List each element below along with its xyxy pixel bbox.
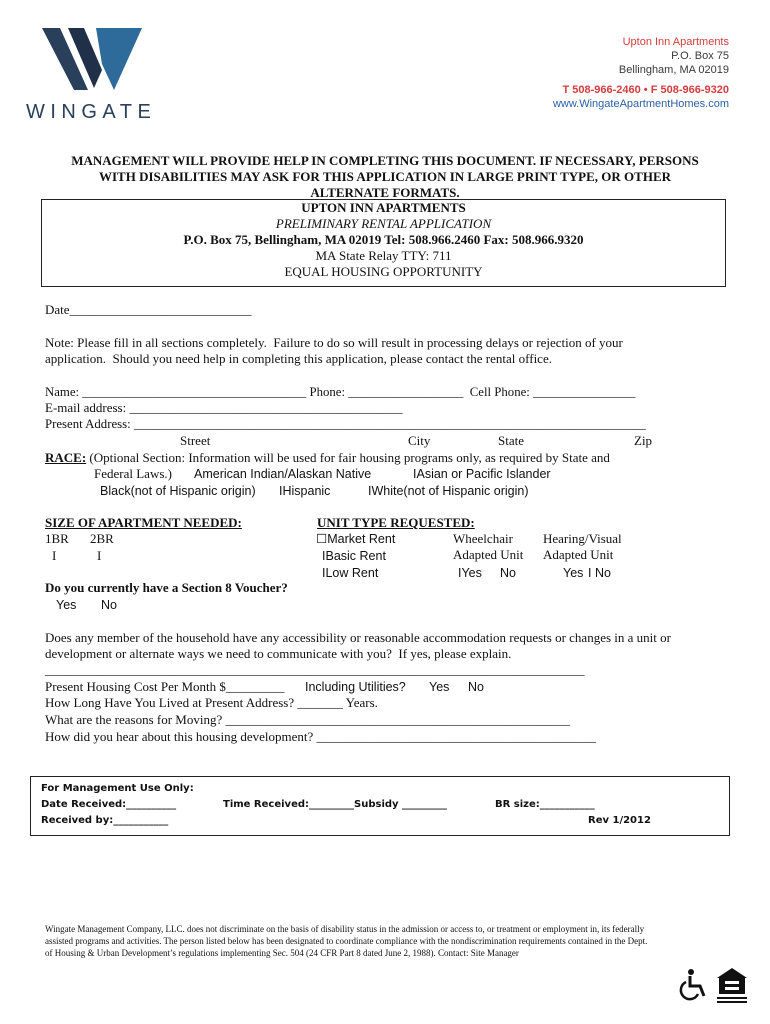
wheelchair-label: Wheelchair <box>453 531 513 546</box>
website-link[interactable]: www.WingateApartmentHomes.com <box>552 98 729 110</box>
accessibility-answer-field[interactable]: ___________________________________________________________________________________ <box>45 662 585 677</box>
section8-question: Do you currently have a Section 8 Voucher? <box>45 580 288 595</box>
race-label: RACE: <box>45 450 87 465</box>
notice-line: WITH DISABILITIES MAY ASK FOR THIS APPLICATION IN LARGE PRINT TYPE, OR OTHER <box>98 169 671 184</box>
checkbox-mark: I <box>368 484 372 498</box>
management-title: For Management Use Only: <box>41 783 194 794</box>
footer-line: assisted programs and activities. The person listed below has been designated to coordinate compliance with the nondiscrimination requirements contained in the Dept. <box>45 936 648 946</box>
checkbox-mark: I <box>322 549 326 563</box>
unit-market-rent[interactable] <box>316 531 395 547</box>
wheelchair-yes[interactable] <box>458 565 482 581</box>
header-address <box>553 35 729 111</box>
revision-label: Rev 1/2012 <box>588 815 651 826</box>
checkbox-1br[interactable]: I <box>52 548 57 563</box>
note-line: Note: Please fill in all sections completely. Failure to do so will result in processing delays or rejection of your <box>45 335 623 350</box>
application-title: PRELIMINARY RENTAL APPLICATION <box>275 216 492 231</box>
date-field[interactable]: Date____________________________ <box>45 302 252 317</box>
yes-label: Yes <box>461 566 482 580</box>
race-option-label: White(not of Hispanic origin) <box>371 484 529 498</box>
equal-housing-icon <box>715 966 749 1004</box>
size-2br[interactable]: 2BR <box>90 531 114 546</box>
phone-fax: T 508-966-2460 • F 508-966-9320 <box>562 84 729 96</box>
equal-housing-line: EQUAL HOUSING OPPORTUNITY <box>284 264 483 279</box>
section8-yes[interactable]: Yes <box>56 598 77 612</box>
checkbox-mark: I <box>413 467 417 481</box>
time-subsidy-field[interactable]: Time Received:_________Subsidy _________ <box>223 799 448 810</box>
no-label: No <box>594 566 611 580</box>
state-label: State <box>498 433 524 448</box>
time-at-address-field[interactable]: How Long Have You Lived at Present Address? _______ Years. <box>45 695 378 710</box>
race-section <box>45 450 610 466</box>
size-1br[interactable]: 1BR <box>45 531 69 546</box>
utilities-no[interactable]: No <box>468 680 484 694</box>
hearing-no[interactable] <box>588 565 611 581</box>
nondiscrimination-footer <box>45 923 735 959</box>
utilities-yes[interactable]: Yes <box>429 680 450 694</box>
office-address: P.O. Box 75, Bellingham, MA 02019 Tel: 508.966.2460 Fax: 508.966.9320 <box>183 232 584 247</box>
size-heading: SIZE OF APARTMENT NEEDED: <box>45 515 242 530</box>
unit-type-heading: UNIT TYPE REQUESTED: <box>317 515 475 530</box>
unit-option-label: Basic Rent <box>325 549 386 563</box>
race-option-white[interactable] <box>368 483 529 499</box>
race-description: (Optional Section: Information will be used for fair housing programs only, as required by State and <box>86 450 610 465</box>
street-label: Street <box>180 433 211 448</box>
accessibility-question-2: development or alternate ways we need to communicate with you? If yes, please explain. <box>45 646 512 661</box>
received-by-field[interactable]: Received by:___________ <box>41 815 169 826</box>
unit-basic-rent[interactable] <box>322 548 386 564</box>
management-use-box <box>30 776 730 836</box>
checkbox-mark: I <box>588 566 595 580</box>
zip-label: Zip <box>634 433 653 448</box>
property-name: Upton Inn Apartments <box>622 36 729 48</box>
title-box <box>41 199 726 287</box>
housing-cost-field[interactable]: Present Housing Cost Per Month $_________ <box>45 679 285 694</box>
checkbox-mark: I <box>322 566 326 580</box>
date-received-field[interactable]: Date Received:__________ <box>41 799 177 810</box>
unit-low-rent[interactable] <box>322 565 378 581</box>
checkbox-mark: I <box>279 484 283 498</box>
unit-option-label: Low Rent <box>325 566 379 580</box>
email-field[interactable]: E-mail address: __________________________________________ <box>45 400 403 415</box>
city-line: Bellingham, MA 02019 <box>618 64 729 76</box>
hearing-yes[interactable]: Yes <box>563 566 584 580</box>
race-option-label: Hispanic <box>282 484 331 498</box>
hearing-label: Hearing/Visual <box>543 531 622 546</box>
referral-source-field[interactable]: How did you hear about this housing development? ___________________________________________ <box>45 729 597 744</box>
present-address-field[interactable]: Present Address: ________________________________________________________________________________ <box>45 417 646 431</box>
hearing-label: Adapted Unit <box>543 547 614 562</box>
wheelchair-icon <box>678 968 708 1002</box>
race-description-2: Federal Laws.) <box>94 466 172 481</box>
utilities-question: Including Utilities? <box>305 680 406 694</box>
notice-line: ALTERNATE FORMATS. <box>310 185 460 200</box>
note-line: application. Should you need help in completing this application, please contact the rental office. <box>45 351 552 366</box>
wheelchair-no[interactable]: No <box>500 566 516 580</box>
race-option-black[interactable]: Black(not of Hispanic origin) <box>100 484 256 498</box>
section8-no[interactable]: No <box>101 598 117 612</box>
br-size-field[interactable]: BR size:___________ <box>495 799 595 810</box>
race-option-hispanic[interactable] <box>279 483 330 499</box>
race-option-asian[interactable] <box>413 466 551 482</box>
race-option-native[interactable]: American Indian/Alaskan Native <box>194 467 372 481</box>
wingate-logo <box>38 26 148 94</box>
city-label: City <box>408 433 431 448</box>
assistance-notice <box>30 153 740 201</box>
wheelchair-label: Adapted Unit <box>453 547 524 562</box>
checkbox-icon: ☐ <box>316 532 328 546</box>
po-box: P.O. Box 75 <box>671 50 729 62</box>
property-title: UPTON INN APARTMENTS <box>301 200 466 215</box>
checkbox-mark: I <box>458 566 462 580</box>
moving-reasons-field[interactable]: What are the reasons for Moving? _____________________________________________________ <box>45 712 570 727</box>
logo-wordmark: WINGATE <box>26 101 157 123</box>
checkbox-2br[interactable]: I <box>97 548 102 563</box>
notice-line: MANAGEMENT WILL PROVIDE HELP IN COMPLETING THIS DOCUMENT. IF NECESSARY, PERSONS <box>71 153 699 168</box>
footer-line: Wingate Management Company, LLC. does not discriminate on the basis of disability status in the admission or access to, or treatment or employment in, its federally <box>45 924 645 934</box>
wingate-logo-icon <box>38 26 148 94</box>
name-phone-field[interactable]: Name: ___________________________________ Phone: __________________ Cell Phone: ________________ <box>45 385 636 399</box>
footer-line: of Housing & Urban Development’s regulations implementing Sec. 504 (24 CFR Part 8 dated June 2, 1988). Contact: Site Manager <box>45 948 519 958</box>
unit-option-label: Market Rent <box>327 532 396 546</box>
race-option-label: Asian or Pacific Islander <box>416 467 551 481</box>
accessibility-question: Does any member of the household have any accessibility or reasonable accommodation requests or changes in a unit or <box>45 630 671 645</box>
relay-line: MA State Relay TTY: 711 <box>315 248 452 263</box>
